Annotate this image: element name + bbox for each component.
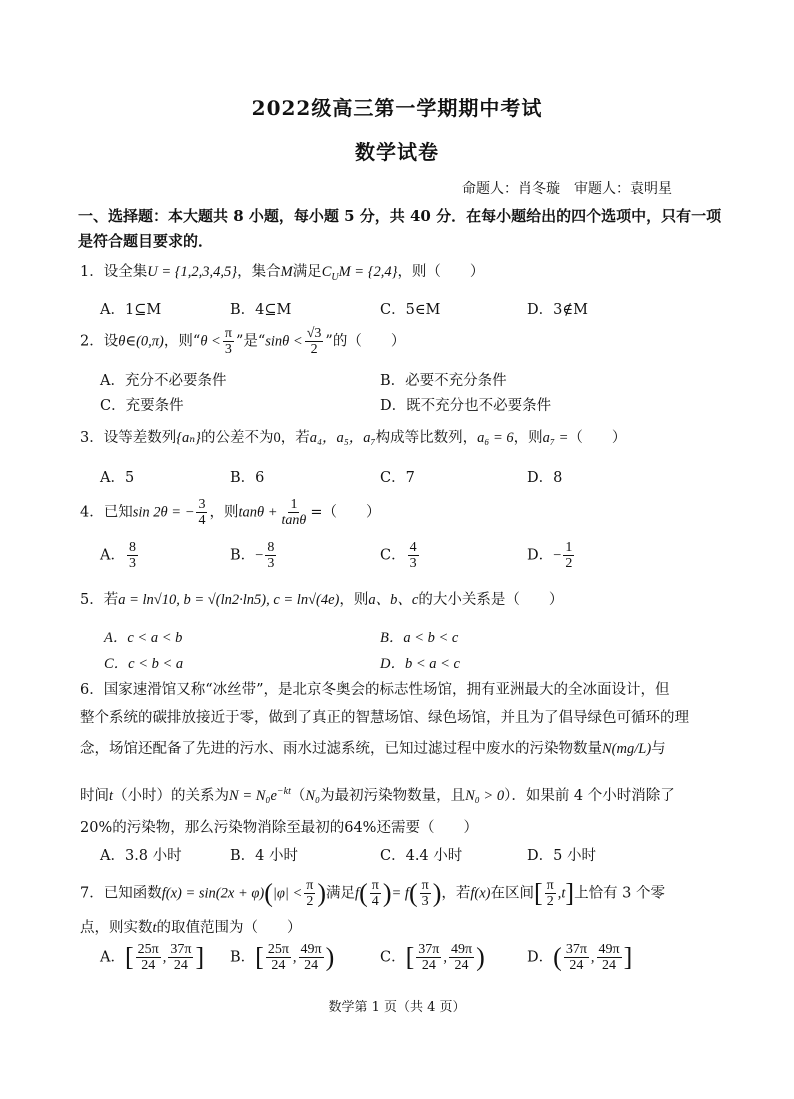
universal-set: U = {1,2,3,4,5}	[147, 264, 238, 280]
question-6-line5: 20%的污染物，那么污染物消除至最初的64%还需要（ ）	[80, 820, 478, 836]
question-7-line2: 点，则实数t的取值范围为（ ）	[80, 920, 302, 936]
q1-option-a: A．1⊆M	[100, 302, 162, 318]
q2-option-d: D．既不充分也不必要条件	[380, 398, 552, 414]
question-6-line1: 6．国家速滑馆又称“冰丝带”，是北京冬奥会的标志性场馆，拥有亚洲最大的全冰面设计，但	[80, 682, 670, 698]
question-4: 4．已知sin 2θ = − $\frac{3}{4}$ ，则tanθ + $\frac{1}{\tan\theta}$ =（ ）	[80, 497, 381, 528]
exam-title: 2022级高三第一学期期中考试	[251, 96, 543, 120]
q6-option-b: B．4 小时	[230, 848, 298, 864]
q2-option-c: C．充要条件	[100, 398, 184, 414]
page-footer: 数学第 1 页（共 4 页）	[328, 1000, 466, 1015]
question-5: 5．若a = ln√10, b = √(ln2·ln5), c = ln√(4e)，则a、b、c的大小关系是（ ）	[80, 592, 564, 608]
q3-option-c: C．7	[380, 470, 415, 486]
question-6-line3: 念，场馆还配备了先进的污水、雨水过滤系统，已知过滤过程中废水的污染物数量N(mg/L)与	[80, 741, 666, 757]
question-3: 3．设等差数列{aₙ}的公差不为0，若a₄，a₅，a₇构成等比数列，a₆ = 6，则a₇ =（ ）	[80, 430, 627, 446]
q4-option-a: A． $\frac{8}{3}$	[100, 540, 136, 571]
fraction-sqrt3-over-2: $\frac{√3}{2}$	[306, 326, 322, 357]
section-heading-line1: 一、选择题：本大题共 8 小题，每小题 5 分，共 40 分．在每小题给出的四个选项中，只有一项	[78, 207, 722, 225]
q3-option-b: B．6	[230, 470, 265, 486]
question-7-line1: 7．已知函数f(x) = sin(2x + φ)(|φ| < $\frac{\pi}{2}$ )满足f( $\frac{\pi}{4}$ )= f( $\frac{\pi}{3}$ )，若f(x)在区间[ $\frac{\pi}{2}$ ,t]上恰有 3 个零	[80, 878, 666, 909]
question-1: 1．设全集U = {1,2,3,4,5}，集合M满足$C_UM = \{2,4\}$，则（ ）	[80, 264, 485, 283]
q1-option-d: D．3∉M	[527, 302, 588, 318]
q1-option-c: C．5∈M	[380, 302, 441, 318]
q4-option-c: C． $\frac{4}{3}$	[380, 540, 417, 571]
q6-option-a: A．3.8 小时	[100, 848, 182, 864]
question-6-line4: 时间t（小时）的关系为$N = N_0e^{-kt}(N_0$为最初污染物数量，且N₀ > 0）．如果前 4 个小时消除了	[80, 786, 675, 804]
q7-option-c: C．[ $\frac{37\pi}{24}$ , $\frac{49\pi}{24}$ )	[380, 942, 485, 973]
section-heading-line2: 是符合题目要求的．	[78, 232, 214, 250]
q5-option-b: B．a < b < c	[380, 630, 459, 646]
q6-option-d: D．5 小时	[527, 848, 596, 864]
complement-condition: $C_UM = \{2,4\}$	[321, 264, 398, 283]
question-6-line2: 整个系统的碳排放接近于零，做到了真正的智慧场馆、绿色场馆，并且为了倡导绿色可循环的理	[80, 710, 689, 726]
q5-option-a: A．c < a < b	[104, 630, 183, 646]
q2-option-b: B．必要不充分条件	[380, 373, 507, 389]
fraction-pi-over-3: $\frac{\pi}{3}$	[224, 326, 232, 357]
q1-option-b: B．4⊆M	[230, 302, 292, 318]
q7-option-d: D．( $\frac{37\pi}{24}$ , $\frac{49\pi}{24}$ ]	[527, 942, 633, 973]
q5-option-c: C．c < b < a	[104, 656, 184, 672]
q7-option-b: B．[ $\frac{25\pi}{24}$ , $\frac{49\pi}{24}$ )	[230, 942, 335, 973]
q6-option-c: C．4.4 小时	[380, 848, 463, 864]
q4-option-b: B．− $\frac{8}{3}$	[230, 540, 275, 571]
author-line: 命题人：肖冬璇 审题人：袁明星	[462, 181, 672, 197]
q3-option-a: A．5	[100, 470, 135, 486]
exam-subtitle: 数学试卷	[355, 140, 439, 164]
question-2: 2．设θ∈(0,π)，则“θ < $\frac{\pi}{3}$ ”是“sinθ < $\frac{√3}{2}$ ”的（ ）	[80, 326, 406, 357]
q3-option-d: D．8	[527, 470, 563, 486]
q2-option-a: A．充分不必要条件	[100, 373, 227, 389]
q4-option-d: D．− $\frac{1}{2}$	[527, 540, 573, 571]
q5-option-d: D．b < a < c	[380, 656, 460, 672]
q7-option-a: A．[ $\frac{25\pi}{24}$ , $\frac{37\pi}{24}$ ]	[100, 942, 205, 973]
